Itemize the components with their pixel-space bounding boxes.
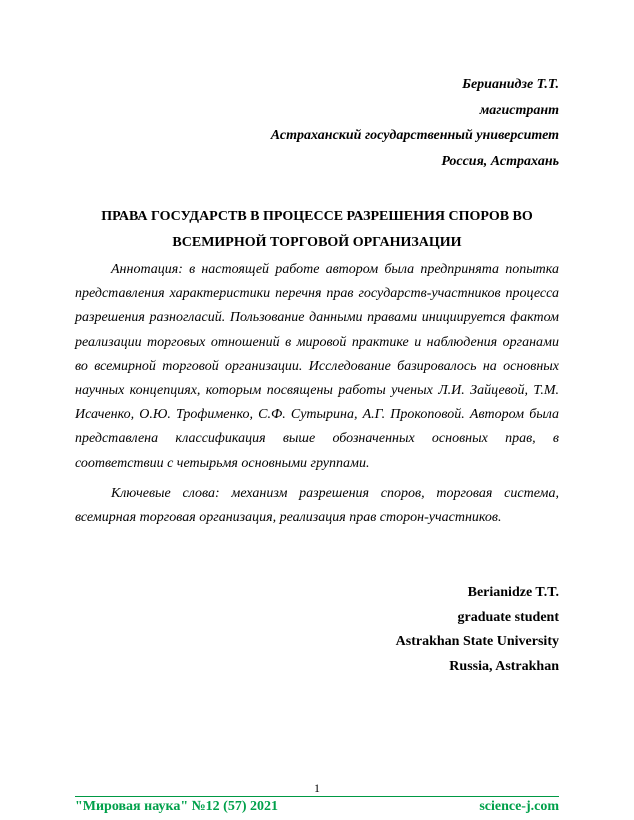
title-line-2: ВСЕМИРНОЙ ТОРГОВОЙ ОРГАНИЗАЦИИ [172, 235, 462, 250]
paper-title [75, 204, 559, 256]
footer-divider [75, 796, 559, 797]
footer-journal: "Мировая наука" №12 (57) 2021 [75, 799, 278, 814]
abstract-text: Аннотация: в настоящей работе автором была предпринята попытка представления характеристики перечня прав государств-участников процесса разрешения разногласий. Пользование данными правами инициируется фактом реализации торговых отношений в мировой практике и наблюдения органами во всемирной торговой организации. Исследование базировалось на основных научных концепциях, которым посвящены работы ученых Л.И. Зайцевой, Т.М. Исаченко, О.Ю. Трофименко, С.Ф. Сутырина, А.Г. Прокоповой. Автором была представлена классификация выше обозначенных основных прав, в соответствии с четырьмя основными группами. [75, 262, 559, 471]
author-role-ru: магистрант [479, 102, 559, 118]
author-block-ru [271, 72, 559, 174]
author-block-en [396, 581, 559, 679]
author-name-en: Berianidze T.T. [467, 585, 559, 600]
author-location-en: Russia, Astrakhan [449, 658, 559, 674]
abstract-section [75, 258, 559, 530]
title-line-1: ПРАВА ГОСУДАРСТВ В ПРОЦЕССЕ РАЗРЕШЕНИЯ СПОРОВ ВО [101, 209, 533, 224]
author-role-en: graduate student [457, 609, 559, 625]
page-footer [75, 799, 559, 815]
footer-site-link[interactable]: science-j.com [479, 799, 559, 814]
author-university-ru: Астраханский государственный университет [270, 128, 559, 143]
page-number: 1 [314, 781, 320, 795]
author-name-ru: Берианидзе Т.Т. [462, 77, 559, 92]
author-location-ru: Россия, Астрахань [441, 153, 559, 169]
keywords-text: Ключевые слова: механизм разрешения споров, торговая система, всемирная торговая организация, реализация прав сторон-участников. [75, 485, 559, 526]
author-university-en: Astrakhan State University [395, 634, 559, 649]
